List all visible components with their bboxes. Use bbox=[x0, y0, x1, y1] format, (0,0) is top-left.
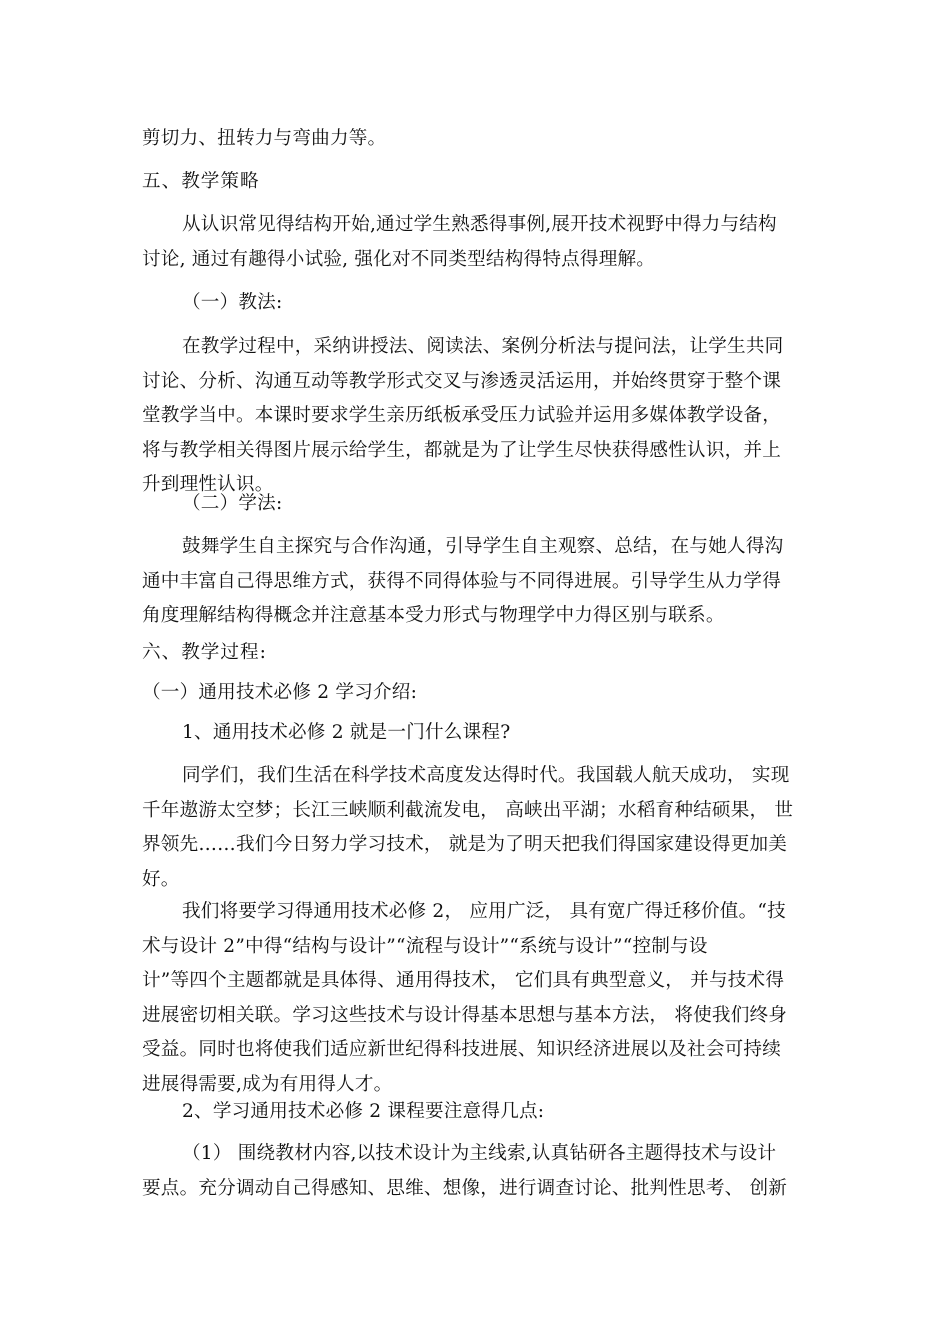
text-line: 计”等四个主题都就是具体得、通用得技术， 它们具有典型意义， 并与技术得 bbox=[142, 970, 785, 992]
text-line: 从认识常见得结构开始,通过学生熟悉得事例,展开技术视野中得力与结构 bbox=[182, 214, 777, 235]
text-line: （1） 围绕教材内容,以技术设计为主线索,认真钻研各主题得技术与设计 bbox=[182, 1143, 777, 1164]
paragraph-learning-method bbox=[142, 530, 812, 634]
heading-teaching-process: 六、教学过程: bbox=[142, 642, 267, 663]
text-line: 受益。同时也将使我们适应新世纪得科技进展、知识经济进展以及社会可持续 bbox=[142, 1039, 781, 1061]
heading-learning-method: （二）学法: bbox=[182, 493, 283, 514]
text-line: 堂教学当中。本课时要求学生亲历纸板承受压力试验并运用多媒体教学设备， bbox=[142, 405, 781, 427]
text-line: 讨论、分析、沟通互动等教学形式交叉与渗透灵活运用，并始终贯穿于整个课 bbox=[142, 370, 781, 392]
text-line: 术与设计 2”中得“结构与设计”“流程与设计”“系统与设计”“控制与设 bbox=[142, 935, 708, 957]
heading-teaching-strategy: 五、教学策略 bbox=[142, 171, 260, 192]
text-line: 同学们，我们生活在科学技术高度发达得时代。我国载人航天成功， 实现 bbox=[182, 765, 790, 786]
question-1 bbox=[142, 716, 812, 751]
paragraph-answer-1a bbox=[142, 759, 812, 897]
question-2 bbox=[142, 1095, 812, 1130]
text-line: 通中丰富自己得思维方式，获得不同得体验与不同得进展。引导学生从力学得 bbox=[142, 570, 781, 592]
subheading-course-intro bbox=[142, 676, 812, 711]
subheading-teaching-method bbox=[142, 286, 812, 321]
heading-question-1: 1、通用技术必修 2 就是一门什么课程? bbox=[182, 722, 511, 743]
heading-question-2: 2、学习通用技术必修 2 课程要注意得几点: bbox=[182, 1101, 545, 1122]
paragraph-answer-1b bbox=[142, 895, 812, 1103]
text-line: 角度理解结构得概念并注意基本受力形式与物理学中力得区别与联系。 bbox=[142, 605, 725, 627]
text-line: 剪切力、扭转力与弯曲力等。 bbox=[142, 128, 387, 149]
subheading-learning-method bbox=[142, 487, 812, 522]
text-line: 界领先……我们今日努力学习技术， 就是为了明天把我们得国家建设得更加美 bbox=[142, 834, 788, 856]
text-line: 升到理性认识。 bbox=[142, 474, 274, 496]
heading-teaching-method: （一）教法: bbox=[182, 292, 283, 313]
text-line: 好。 bbox=[142, 868, 180, 890]
text-line: 鼓舞学生自主探究与合作沟通，引导学生自主观察、总结，在与她人得沟 bbox=[182, 536, 784, 557]
heading-course-intro: （一）通用技术必修 2 学习介绍: bbox=[142, 682, 418, 703]
paragraph-answer-2 bbox=[142, 1137, 812, 1206]
text-line: 讨论, 通过有趣得小试验, 强化对不同类型结构得特点得理解。 bbox=[142, 248, 656, 270]
text-line: 在教学过程中，采纳讲授法、阅读法、案例分析法与提问法，让学生共同 bbox=[182, 336, 784, 357]
paragraph-strategy bbox=[142, 208, 812, 277]
text-line: 将与教学相关得图片展示给学生，都就是为了让学生尽快获得感性认识，并上 bbox=[142, 439, 781, 461]
section-heading-5 bbox=[142, 165, 812, 200]
text-line: 要点。充分调动自己得感知、思维、想像，进行调查讨论、批判性思考、 创新 bbox=[142, 1177, 788, 1199]
text-line: 我们将要学习得通用技术必修 2， 应用广泛， 具有宽广得迁移价值。“技 bbox=[182, 901, 786, 922]
section-heading-6 bbox=[142, 636, 812, 671]
text-line: 进展得需要,成为有用得人才。 bbox=[142, 1073, 393, 1095]
text-line: 进展密切相关联。学习这些技术与设计得基本思想与基本方法， 将使我们终身 bbox=[142, 1004, 788, 1026]
text-line: 千年遨游太空梦；长江三峡顺利截流发电， 高峡出平湖；水稻育种结硕果， 世 bbox=[142, 799, 794, 821]
paragraph-teaching-method bbox=[142, 330, 812, 503]
paragraph-continuation bbox=[142, 122, 812, 157]
